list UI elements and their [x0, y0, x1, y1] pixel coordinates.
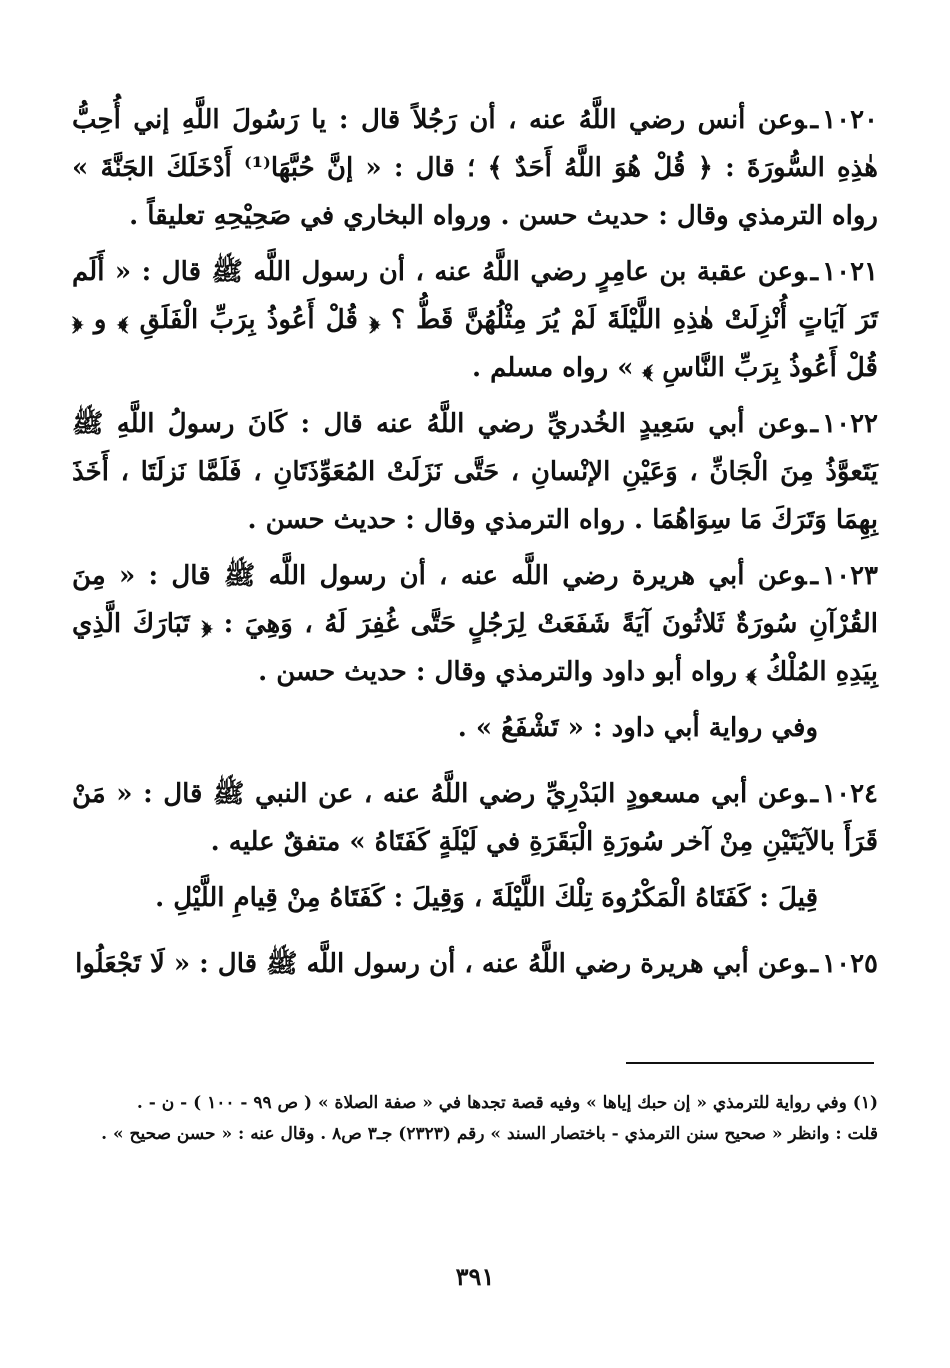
hadith-text: وعن أبي هريرة رضي اللَّه عنه ، أن رسول اللَّه ﷺ قال : « مِنَ القُرْآنِ سُورَةٌ ثَلاثُونَ آيَةً شَفَعَتْ لِرَجُلٍ حَتَّى غُفِرَ لَهُ ، وَهِيَ : ﴿ تَبَارَكَ الَّذِي بِيَدِهِ المُلْكُ ﴾ رواه أبو داود والترمذي وقال : حديث حسن . — [72, 561, 878, 687]
hadith-1020: ١٠٢٠ـوعن أنس رضي اللَّهُ عنه ، أن رَجُلاً قال : يا رَسُولَ اللَّهِ إني أُحِبُّ هٰذِهِ السُّورَةَ : ﴿ قُلْ هُوَ اللَّهُ أَحَدٌ ﴾ ؛ قال : « إنَّ حُبَّهَا⁽¹⁾ أَدْخَلَكَ الجَنَّةَ » رواه الترمذي وقال : حديث حسن . ورواه البخاري في صَحِيْحِهِ تعليقاً . — [72, 105, 878, 231]
footnote-divider — [626, 1062, 874, 1064]
hadith-number: ١٠٢٠ — [822, 105, 878, 135]
hadith-text: وعن أبي هريرة رضي اللَّهُ عنه ، أن رسول اللَّه ﷺ قال : « لَا تَجْعَلُوا — [75, 949, 807, 979]
page-number: ٣٩١ — [455, 1262, 495, 1291]
hadith-1021: ١٠٢١ـوعن عقبة بن عامِرٍ رضي اللَّهُ عنه ، أن رسول اللَّه ﷺ قال : « أَلَم تَرَ آيَاتٍ أُنْزِلَتْ هٰذِهِ اللَّيْلَةَ لَمْ يُرَ مِثْلُهُنَّ قَطُّ ؟ ﴿ قُلْ أَعُوذُ بِرَبِّ الْفَلَقِ ﴾ و ﴿ قُلْ أَعُوذُ بِرَبِّ النَّاسِ ﴾ » رواه مسلم . — [72, 257, 878, 383]
hadith-text: وعن أبي مسعودٍ البَدْرِيِّ رضي اللَّهُ عنه ، عن النبي ﷺ قال : « مَنْ قَرَأَ بالآيَتَيْنِ مِنْ آخر سُورَةِ الْبَقَرَةِ في لَيْلَةٍ كَفَتَاهُ » متفقٌ عليه . — [72, 779, 878, 857]
hadith-1023: ١٠٢٣ـوعن أبي هريرة رضي اللَّه عنه ، أن رسول اللَّه ﷺ قال : « مِنَ القُرْآنِ سُورَةٌ ثَلاثُونَ آيَةً شَفَعَتْ لِرَجُلٍ حَتَّى غُفِرَ لَهُ ، وَهِيَ : ﴿ تَبَارَكَ الَّذِي بِيَدِهِ المُلْكُ ﴾ رواه أبو داود والترمذي وقال : حديث حسن . — [72, 561, 878, 687]
hadith-text: وعن عقبة بن عامِرٍ رضي اللَّهُ عنه ، أن رسول اللَّه ﷺ قال : « أَلَم تَرَ آيَاتٍ أُنْزِلَتْ هٰذِهِ اللَّيْلَةَ لَمْ يُرَ مِثْلُهُنَّ قَطُّ ؟ ﴿ قُلْ أَعُوذُ بِرَبِّ الْفَلَقِ ﴾ و ﴿ قُلْ أَعُوذُ بِرَبِّ النَّاسِ ﴾ » رواه مسلم . — [72, 257, 878, 383]
hadith-text: وعن أنس رضي اللَّهُ عنه ، أن رَجُلاً قال : يا رَسُولَ اللَّهِ إني أُحِبُّ هٰذِهِ السُّورَةَ : ﴿ قُلْ هُوَ اللَّهُ أَحَدٌ ﴾ ؛ قال : « إنَّ حُبَّهَا⁽¹⁾ أَدْخَلَكَ الجَنَّةَ » رواه الترمذي وقال : حديث حسن . ورواه البخاري في صَحِيْحِهِ تعليقاً . — [72, 105, 878, 231]
hadith-number: ١٠٢٣ — [822, 561, 878, 591]
footnote-2: قلت : وانظر « صحيح سنن الترمذي - باختصار السند » رقم (٢٣٢٣) جـ٣ ص٨ . وقال عنه : « حسن صحيح » . — [101, 1124, 878, 1144]
main-text — [72, 96, 878, 996]
riwaya-abi-dawud: وفي رواية أبي داود : « تَشْفَعُ » . — [457, 713, 818, 743]
hadith-text: وعن أبي سَعِيدٍ الخُدريِّ رضي اللَّهُ عنه قال : كَانَ رسولُ اللَّهِ ﷺ يَتَعوَّذُ مِنَ الْجَانِّ ، وَعَيْنِ الإنْسانِ ، حَتَّى نَزَلَتْ المُعَوِّذَتَانِ ، فَلَمَّا نَزلَتَا ، أَخَذَ بِهِمَا وَتَرَكَ مَا سِوَاهُمَا . رواه الترمذي وقال : حديث حسن . — [72, 409, 878, 535]
qila-note: قِيلَ : كَفَتَاهُ الْمَكْرُوهَ تِلْكَ اللَّيْلَةَ ، وَقِيلَ : كَفَتَاهُ مِنْ قِيامِ اللَّيْلِ . — [155, 883, 818, 913]
hadith-number: ١٠٢٥ — [822, 949, 878, 979]
hadith-number: ١٠٢١ — [822, 257, 878, 287]
hadith-1025: ١٠٢٥ـوعن أبي هريرة رضي اللَّهُ عنه ، أن رسول اللَّه ﷺ قال : « لَا تَجْعَلُوا — [75, 949, 878, 979]
hadith-number: ١٠٢٢ — [822, 409, 878, 439]
footnote-1: (١) وفي رواية للترمذي « إن حبك إياها » وفيه قصة تجدها في « صفة الصلاة » ( ص ٩٩ - ١٠٠ ) - ن - . — [136, 1093, 878, 1113]
footnotes — [72, 1090, 878, 1152]
hadith-1022: ١٠٢٢ـوعن أبي سَعِيدٍ الخُدريِّ رضي اللَّهُ عنه قال : كَانَ رسولُ اللَّهِ ﷺ يَتَعوَّذُ مِنَ الْجَانِّ ، وَعَيْنِ الإنْسانِ ، حَتَّى نَزَلَتْ المُعَوِّذَتَانِ ، فَلَمَّا نَزلَتَا ، أَخَذَ بِهِمَا وَتَرَكَ مَا سِوَاهُمَا . رواه الترمذي وقال : حديث حسن . — [72, 409, 878, 535]
hadith-number: ١٠٢٤ — [822, 779, 878, 809]
hadith-1024: ١٠٢٤ـوعن أبي مسعودٍ البَدْرِيِّ رضي اللَّهُ عنه ، عن النبي ﷺ قال : « مَنْ قَرَأَ بالآيَتَيْنِ مِنْ آخر سُورَةِ الْبَقَرَةِ في لَيْلَةٍ كَفَتَاهُ » متفقٌ عليه . — [72, 779, 878, 857]
